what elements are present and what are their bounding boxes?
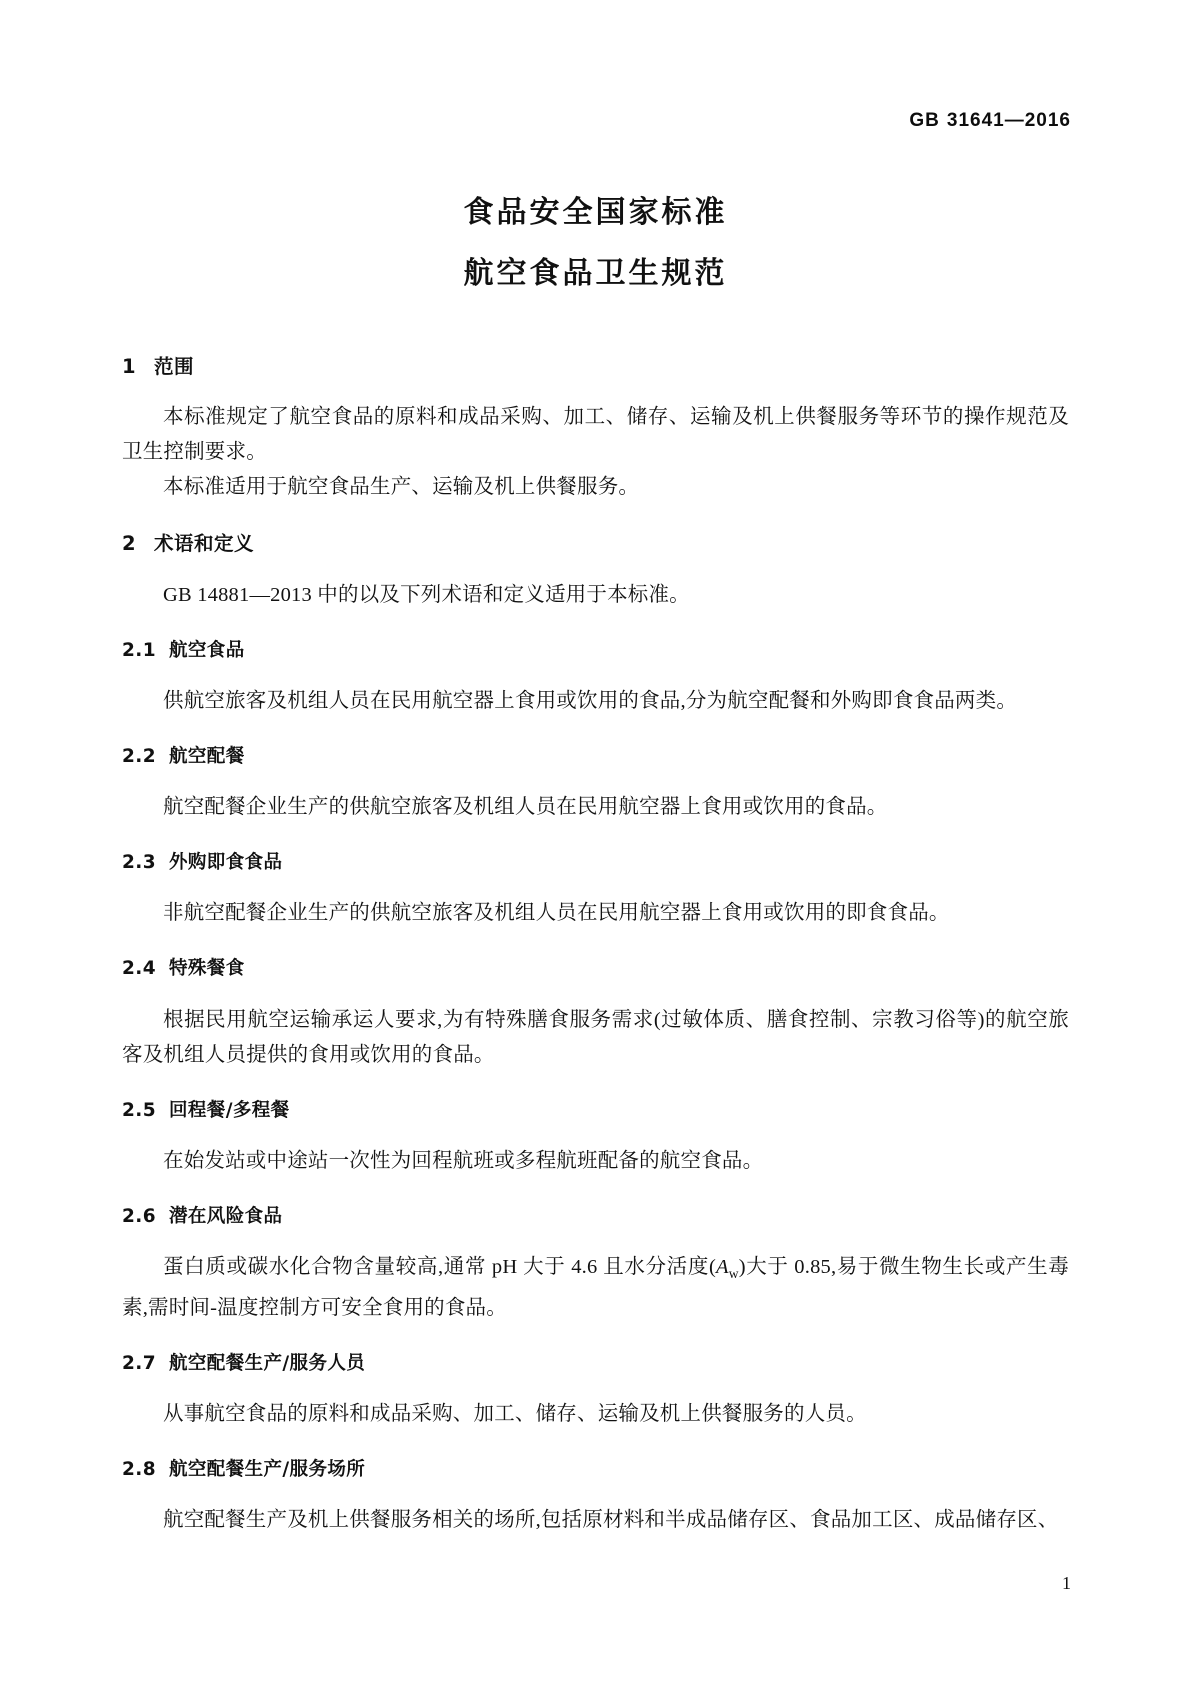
subsection-number-2-6: 2.6 <box>122 1205 156 1227</box>
subsection-heading-2-8 <box>122 1459 1069 1481</box>
subsection-heading-2-2 <box>122 746 1069 768</box>
subsection-2-4-body: 根据民用航空运输承运人要求,为有特殊膳食服务需求(过敏体质、膳食控制、宗教习俗等)的航空旅客及机组人员提供的食用或饮用的食品。 <box>122 1008 1069 1066</box>
subsection-2-2-body: 航空配餐企业生产的供航空旅客及机组人员在民用航空器上食用或饮用的食品。 <box>163 796 888 819</box>
section-number-1: 1 <box>122 355 137 378</box>
subsection-heading-2-6 <box>122 1206 1069 1228</box>
section-1-paragraph-1: 本标准规定了航空食品的原料和成品采购、加工、储存、运输及机上供餐服务等环节的操作规范及卫生控制要求。 <box>122 406 1069 464</box>
title-line-2: 航空食品卫生规范 <box>463 256 728 291</box>
subsection-title-2-5: 回程餐/多程餐 <box>169 1099 290 1121</box>
section-number-2: 2 <box>122 532 137 556</box>
section-heading-2 <box>122 532 1069 555</box>
subsection-number-2-2: 2.2 <box>122 745 156 767</box>
document-body <box>122 355 1069 1538</box>
section-heading-1 <box>122 355 1069 378</box>
standard-number: 31641—2016 <box>946 110 1071 131</box>
subsection-title-2-8: 航空配餐生产/服务场所 <box>169 1459 366 1481</box>
subsection-2-6-body <box>122 1250 1069 1326</box>
title-line-1: 食品安全国家标准 <box>463 195 728 230</box>
standard-number-header <box>909 110 1071 132</box>
subsection-number-2-3: 2.3 <box>122 852 156 874</box>
subsection-number-2-4: 2.4 <box>122 958 156 980</box>
subsection-2-5-body: 在始发站或中途站一次性为回程航班或多程航班配备的航空食品。 <box>163 1149 764 1172</box>
section-1-paragraph-2: 本标准适用于航空食品生产、运输及机上供餐服务。 <box>163 476 640 499</box>
subsection-title-2-2: 航空配餐 <box>169 745 245 767</box>
subsection-title-2-7: 航空配餐生产/服务人员 <box>169 1353 366 1374</box>
subsection-number-2-7: 2.7 <box>122 1353 156 1374</box>
subsection-heading-2-7 <box>122 1353 1069 1375</box>
subsection-2-1-body: 供航空旅客及机组人员在民用航空器上食用或饮用的食品,分为航空配餐和外购即食食品两类。 <box>163 689 1018 712</box>
subsection-title-2-6: 潜在风险食品 <box>169 1205 283 1227</box>
standard-prefix: GB <box>909 110 940 131</box>
subsection-heading-2-3 <box>122 852 1069 874</box>
subsection-title-2-1: 航空食品 <box>169 639 245 661</box>
subsection-2-6-body-part2: )大于 0.85,易于微生物生长或产生毒素,需时间-温度控制方可安全食用的食品。 <box>122 1255 1069 1319</box>
page-number: 1 <box>1062 1573 1071 1593</box>
subsection-heading-2-5 <box>122 1100 1069 1122</box>
water-activity-symbol: A <box>716 1255 729 1278</box>
subsection-number-2-5: 2.5 <box>122 1099 156 1121</box>
section-title-1: 范围 <box>154 355 195 378</box>
section-2-paragraph-1: GB 14881—2013 中的以及下列术语和定义适用于本标准。 <box>163 583 690 606</box>
subsection-number-2-1: 2.1 <box>122 639 156 661</box>
water-activity-subscript: w <box>728 1266 739 1281</box>
subsection-2-6-body-part1: 蛋白质或碳水化合物含量较高,通常 pH 大于 4.6 且水分活度( <box>163 1255 717 1278</box>
subsection-2-3-body: 非航空配餐企业生产的供航空旅客及机组人员在民用航空器上食用或饮用的即食食品。 <box>163 902 950 925</box>
subsection-title-2-4: 特殊餐食 <box>169 958 245 980</box>
section-title-2: 术语和定义 <box>154 532 255 556</box>
subsection-title-2-3: 外购即食食品 <box>169 852 283 874</box>
subsection-2-7-body: 从事航空食品的原料和成品采购、加工、储存、运输及机上供餐服务的人员。 <box>163 1403 867 1426</box>
subsection-2-8-body: 航空配餐生产及机上供餐服务相关的场所,包括原材料和半成品储存区、食品加工区、成品储存区、 <box>163 1509 1059 1532</box>
subsection-heading-2-1 <box>122 640 1069 662</box>
document-title-block <box>0 195 1191 291</box>
subsection-heading-2-4 <box>122 958 1069 980</box>
subsection-number-2-8: 2.8 <box>122 1459 156 1481</box>
